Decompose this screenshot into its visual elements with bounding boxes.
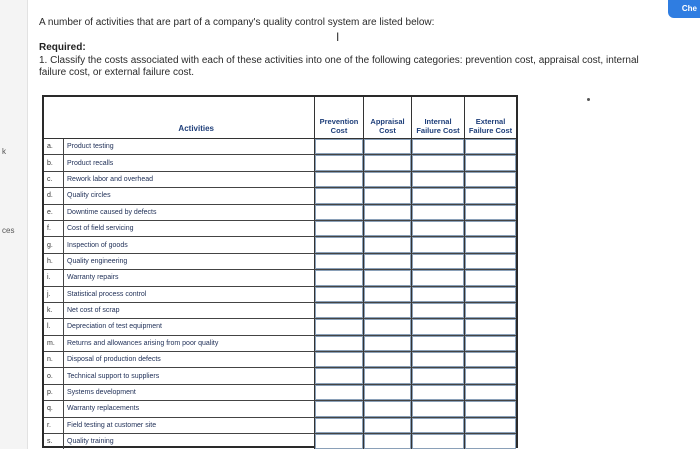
row-letter: g. [44, 237, 64, 252]
external-failure-cost-checkbox[interactable] [465, 188, 516, 203]
appraisal-cost-checkbox[interactable] [364, 155, 412, 170]
external-failure-cost-checkbox[interactable] [465, 303, 516, 318]
table-row [44, 205, 516, 221]
row-activity: Net cost of scrap [64, 303, 315, 318]
prevention-cost-checkbox[interactable] [315, 434, 364, 449]
prevention-cost-checkbox[interactable] [315, 270, 364, 285]
external-failure-cost-checkbox[interactable] [465, 254, 516, 269]
prevention-cost-checkbox[interactable] [315, 188, 364, 203]
internal-failure-cost-checkbox[interactable] [412, 401, 465, 416]
row-activity: Cost of field servicing [64, 221, 315, 236]
table-row [44, 287, 516, 303]
row-letter: l. [44, 319, 64, 334]
internal-failure-cost-checkbox[interactable] [412, 139, 465, 154]
header-external-failure-cost: External Failure Cost [468, 117, 513, 135]
row-letter: k. [44, 303, 64, 318]
internal-failure-cost-checkbox[interactable] [412, 434, 465, 449]
row-letter: c. [44, 172, 64, 187]
row-letter: f. [44, 221, 64, 236]
prevention-cost-checkbox[interactable] [315, 221, 364, 236]
appraisal-cost-checkbox[interactable] [364, 401, 412, 416]
appraisal-cost-checkbox[interactable] [364, 352, 412, 367]
row-letter: n. [44, 352, 64, 367]
row-letter: r. [44, 418, 64, 433]
table-row [44, 237, 516, 253]
internal-failure-cost-checkbox[interactable] [412, 188, 465, 203]
row-activity: Inspection of goods [64, 237, 315, 252]
table-body [44, 139, 516, 449]
classification-table [42, 95, 518, 448]
prevention-cost-checkbox[interactable] [315, 368, 364, 383]
table-row [44, 254, 516, 270]
row-activity: Product testing [64, 139, 315, 154]
internal-failure-cost-checkbox[interactable] [412, 221, 465, 236]
table-row [44, 303, 516, 319]
left-edge-fragment: ces [2, 226, 15, 235]
row-activity: Quality engineering [64, 254, 315, 269]
appraisal-cost-checkbox[interactable] [364, 254, 412, 269]
table-row [44, 352, 516, 368]
prevention-cost-checkbox[interactable] [315, 205, 364, 220]
header-activities: Activities [44, 97, 315, 139]
prevention-cost-checkbox[interactable] [315, 237, 364, 252]
row-activity: Rework labor and overhead [64, 172, 315, 187]
table-row [44, 336, 516, 352]
table-row [44, 155, 516, 171]
external-failure-cost-checkbox[interactable] [465, 270, 516, 285]
appraisal-cost-checkbox[interactable] [364, 287, 412, 302]
table-row [44, 221, 516, 237]
prevention-cost-checkbox[interactable] [315, 254, 364, 269]
row-letter: a. [44, 139, 64, 154]
row-activity: Disposal of production defects [64, 352, 315, 367]
table-row [44, 385, 516, 401]
appraisal-cost-checkbox[interactable] [364, 172, 412, 187]
row-activity: Technical support to suppliers [64, 368, 315, 383]
external-failure-cost-checkbox[interactable] [465, 368, 516, 383]
appraisal-cost-checkbox[interactable] [364, 188, 412, 203]
left-edge-fragment: k [2, 147, 6, 156]
row-activity: Depreciation of test equipment [64, 319, 315, 334]
table-header [44, 97, 516, 139]
table-row [44, 401, 516, 417]
external-failure-cost-checkbox[interactable] [465, 155, 516, 170]
internal-failure-cost-checkbox[interactable] [412, 237, 465, 252]
prevention-cost-checkbox[interactable] [315, 303, 364, 318]
row-activity: Product recalls [64, 155, 315, 170]
header-internal-failure-cost: Internal Failure Cost [412, 97, 465, 139]
row-activity: Statistical process control [64, 287, 315, 302]
prevention-cost-checkbox[interactable] [315, 139, 364, 154]
external-failure-cost-checkbox[interactable] [465, 221, 516, 236]
row-activity: Quality training [64, 434, 315, 449]
prevention-cost-checkbox[interactable] [315, 287, 364, 302]
table-row [44, 434, 516, 449]
prevention-cost-checkbox[interactable] [315, 319, 364, 334]
external-failure-cost-checkbox[interactable] [465, 287, 516, 302]
appraisal-cost-checkbox[interactable] [364, 418, 412, 433]
prevention-cost-checkbox[interactable] [315, 155, 364, 170]
external-failure-cost-checkbox[interactable] [465, 237, 516, 252]
required-heading: Required: [39, 42, 86, 53]
left-panel-edge [0, 0, 28, 449]
internal-failure-cost-checkbox[interactable] [412, 368, 465, 383]
external-failure-cost-checkbox[interactable] [465, 418, 516, 433]
prevention-cost-checkbox[interactable] [315, 418, 364, 433]
check-button[interactable]: Che [668, 0, 700, 18]
prevention-cost-checkbox[interactable] [315, 336, 364, 351]
internal-failure-cost-checkbox[interactable] [412, 385, 465, 400]
table-row [44, 139, 516, 155]
appraisal-cost-checkbox[interactable] [364, 139, 412, 154]
question-intro: A number of activities that are part of a company's quality control system are listed below: [39, 17, 435, 28]
row-letter: b. [44, 155, 64, 170]
appraisal-cost-checkbox[interactable] [364, 303, 412, 318]
row-letter: q. [44, 401, 64, 416]
row-activity: Field testing at customer site [64, 418, 315, 433]
row-letter: p. [44, 385, 64, 400]
row-activity: Returns and allowances arising from poor quality [64, 336, 315, 351]
external-failure-cost-checkbox[interactable] [465, 319, 516, 334]
external-failure-cost-checkbox[interactable] [465, 139, 516, 154]
row-activity: Warranty replacements [64, 401, 315, 416]
prevention-cost-checkbox[interactable] [315, 385, 364, 400]
internal-failure-cost-checkbox[interactable] [412, 352, 465, 367]
row-activity: Systems development [64, 385, 315, 400]
row-letter: s. [44, 434, 64, 449]
row-letter: e. [44, 205, 64, 220]
appraisal-cost-checkbox[interactable] [364, 205, 412, 220]
table-row [44, 319, 516, 335]
prevention-cost-checkbox[interactable] [315, 352, 364, 367]
internal-failure-cost-checkbox[interactable] [412, 172, 465, 187]
external-failure-cost-checkbox[interactable] [465, 434, 516, 449]
row-activity: Quality circles [64, 188, 315, 203]
row-letter: h. [44, 254, 64, 269]
row-letter: d. [44, 188, 64, 203]
appraisal-cost-checkbox[interactable] [364, 385, 412, 400]
prevention-cost-checkbox[interactable] [315, 172, 364, 187]
row-activity: Warranty repairs [64, 270, 315, 285]
internal-failure-cost-checkbox[interactable] [412, 287, 465, 302]
table-row [44, 368, 516, 384]
appraisal-cost-checkbox[interactable] [364, 237, 412, 252]
internal-failure-cost-checkbox[interactable] [412, 205, 465, 220]
appraisal-cost-checkbox[interactable] [364, 319, 412, 334]
dot-mark [587, 98, 590, 101]
table-row [44, 270, 516, 286]
row-letter: i. [44, 270, 64, 285]
internal-failure-cost-checkbox[interactable] [412, 336, 465, 351]
text-cursor-icon: I [336, 30, 340, 44]
appraisal-cost-checkbox[interactable] [364, 221, 412, 236]
internal-failure-cost-checkbox[interactable] [412, 254, 465, 269]
row-letter: o. [44, 368, 64, 383]
appraisal-cost-checkbox[interactable] [364, 336, 412, 351]
table-row [44, 188, 516, 204]
row-letter: j. [44, 287, 64, 302]
internal-failure-cost-checkbox[interactable] [412, 270, 465, 285]
appraisal-cost-checkbox[interactable] [364, 368, 412, 383]
internal-failure-cost-checkbox[interactable] [412, 303, 465, 318]
external-failure-cost-checkbox[interactable] [465, 401, 516, 416]
external-failure-cost-checkbox[interactable] [465, 336, 516, 351]
header-appraisal-cost: Appraisal Cost [364, 97, 412, 139]
internal-failure-cost-checkbox[interactable] [412, 319, 465, 334]
row-letter: m. [44, 336, 64, 351]
appraisal-cost-checkbox[interactable] [364, 434, 412, 449]
internal-failure-cost-checkbox[interactable] [412, 155, 465, 170]
external-failure-cost-checkbox[interactable] [465, 205, 516, 220]
row-activity: Downtime caused by defects [64, 205, 315, 220]
internal-failure-cost-checkbox[interactable] [412, 418, 465, 433]
external-failure-cost-checkbox[interactable] [465, 352, 516, 367]
table-row [44, 172, 516, 188]
header-prevention-cost: Prevention Cost [315, 97, 364, 139]
external-failure-cost-checkbox[interactable] [465, 172, 516, 187]
question-instruction: 1. Classify the costs associated with each of these activities into one of the following categories: prevention cost, appraisal cost, internal failure cost, or external failure cost. [39, 55, 639, 78]
prevention-cost-checkbox[interactable] [315, 401, 364, 416]
appraisal-cost-checkbox[interactable] [364, 270, 412, 285]
table-row [44, 418, 516, 434]
external-failure-cost-checkbox[interactable] [465, 385, 516, 400]
